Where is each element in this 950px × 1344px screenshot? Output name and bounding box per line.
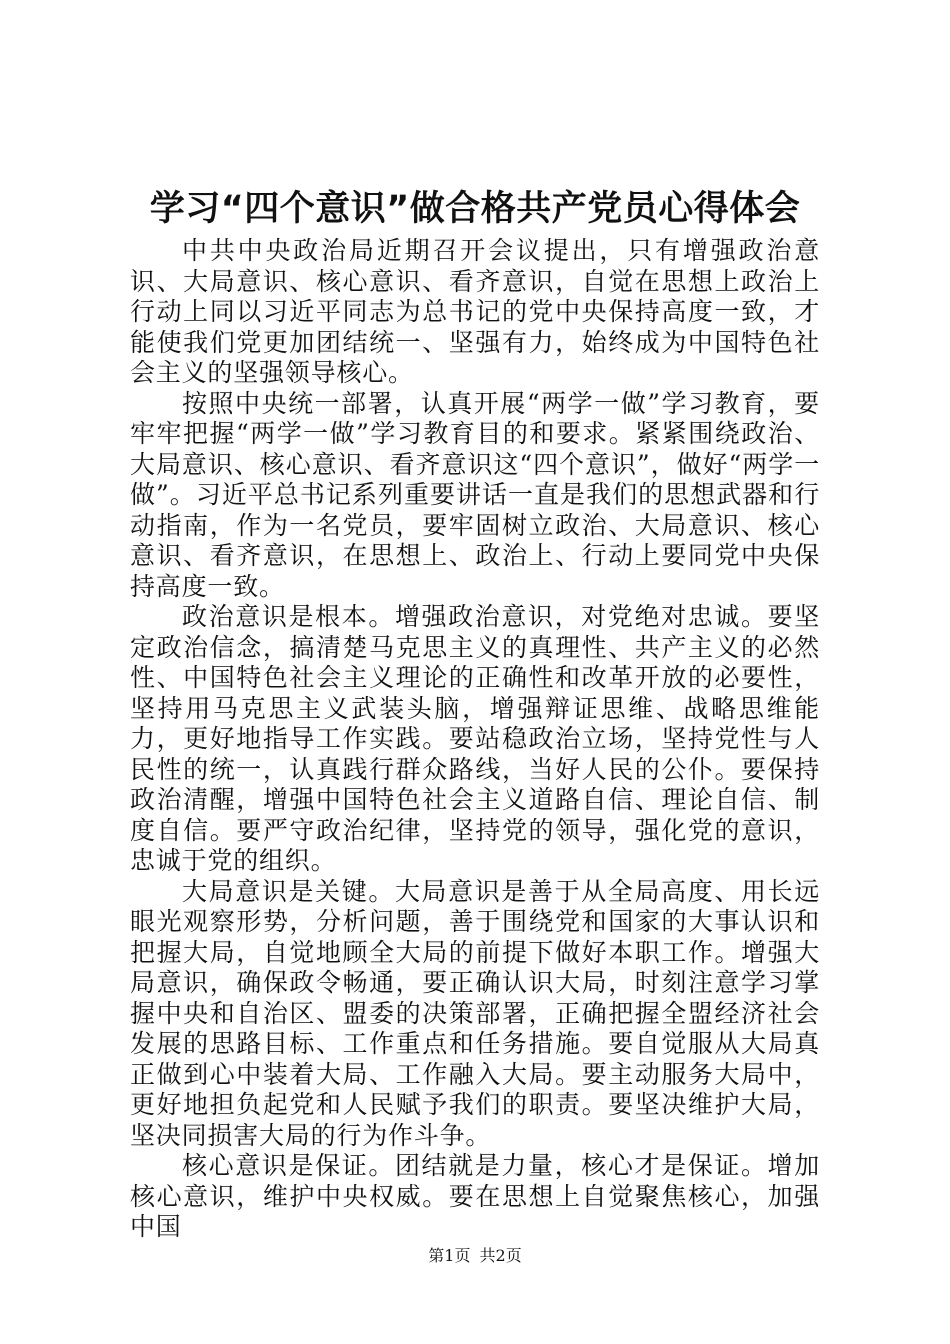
page-footer xyxy=(0,1245,950,1267)
paragraph: 政治意识是根本。增强政治意识，对党绝对忠诚。要坚定政治信念，搞清楚马克思主义的真理性、共产主义的必然性、中国特色社会主义理论的正确性和改革开放的必要性，坚持用马克思主义武装头脑，增强辩证思维、战略思维能力，更好地指导工作实践。要站稳政治立场，坚持党性与人民性的统一，认真践行群众路线，当好人民的公仆。要保持政治清醒，增强中国特色社会主义道路自信、理论自信、制度自信。要严守政治纪律，坚持党的领导，强化党的意识，忠诚于党的组织。 xyxy=(130,602,820,875)
paragraph: 大局意识是关键。大局意识是善于从全局高度、用长远眼光观察形势，分析问题，善于围绕党和国家的大事认识和把握大局，自觉地顾全大局的前提下做好本职工作。增强大局意识，确保政令畅通，要正确认识大局，时刻注意学习掌握中央和自治区、盟委的决策部署，正确把握全盟经济社会发展的思路目标、工作重点和任务措施。要自觉服从大局真正做到心中装着大局、工作融入大局。要主动服务大局中，更好地担负起党和人民赋予我们的职责。要坚决维护大局，坚决同损害大局的行为作斗争。 xyxy=(130,876,820,1150)
document-title: 学习“四个意识”做合格共产党员心得体会 xyxy=(149,189,801,229)
paragraph: 按照中央统一部署，认真开展“两学一做”学习教育，要牢牢把握“两学一做”学习教育目的和要求。紧紧围绕政治、大局意识、核心意识、看齐意识这“四个意识”，做好“两学一做”。习近平总书记系列重要讲话一直是我们的思想武器和行动指南，作为一名党员，要牢固树立政治、大局意识、核心意识、看齐意识，在思想上、政治上、行动上要同党中央保持高度一致。 xyxy=(130,388,820,601)
document-body xyxy=(130,236,820,1243)
paragraph: 核心意识是保证。团结就是力量，核心才是保证。增加核心意识，维护中央权威。要在思想上自觉聚焦核心，加强中国 xyxy=(130,1151,820,1241)
paragraph: 中共中央政治局近期召开会议提出，只有增强政治意识、大局意识、核心意识、看齐意识，自觉在思想上政治上行动上同以习近平同志为总书记的党中央保持高度一致，才能使我们党更加团结统一、坚强有力，始终成为中国特色社会主义的坚强领导核心。 xyxy=(130,236,820,387)
page-number: 第1页 xyxy=(428,1246,471,1265)
page-total: 共2页 xyxy=(479,1246,522,1265)
